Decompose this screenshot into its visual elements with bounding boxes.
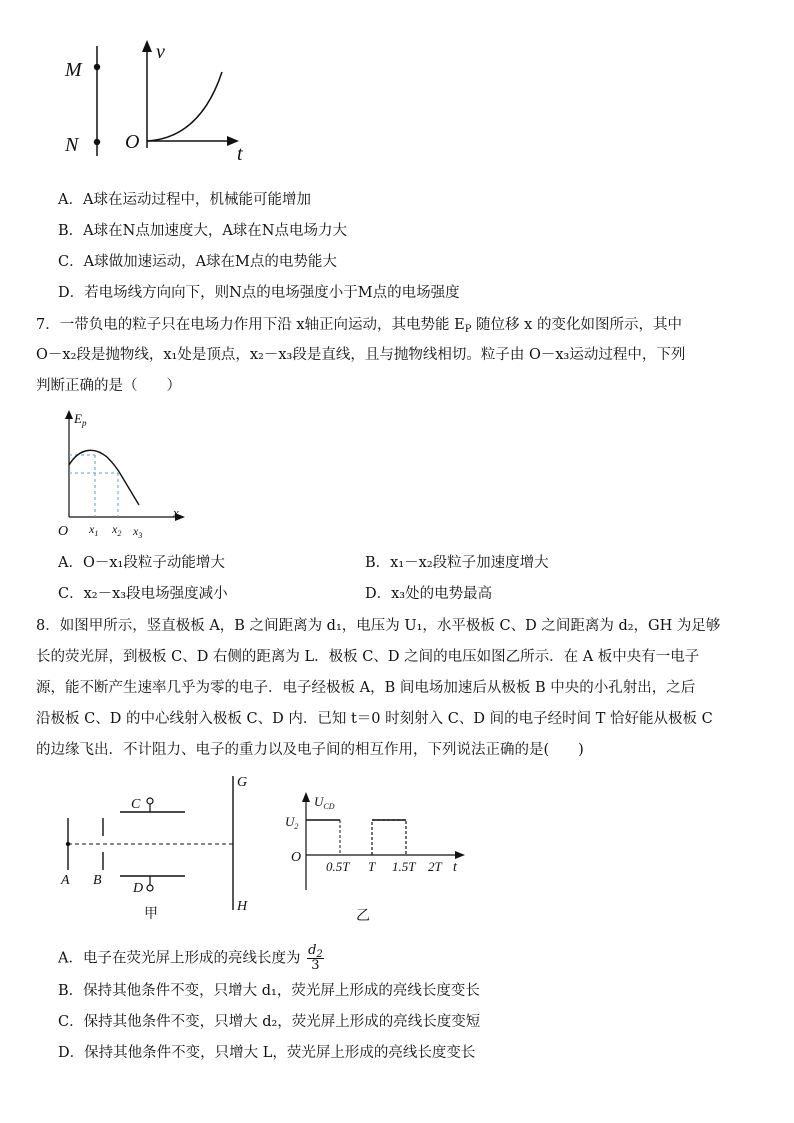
figure-yi-caption: 乙 xyxy=(356,909,370,924)
q7-stem-line1-tail: 随位移 x 的变化如图所示，其中 xyxy=(471,317,682,333)
q7-ep-subscript: P xyxy=(464,324,472,335)
tick-05t: 0.5T xyxy=(326,859,350,874)
ep-axis-label: $E_p$ xyxy=(74,411,87,428)
pulse-2 xyxy=(372,820,406,855)
q8-option-c: C．保持其他条件不变，只增大 d₂，荧光屏上形成的亮线长度变短 xyxy=(58,1014,481,1030)
figure-jia-caption: 甲 xyxy=(144,907,158,922)
plate-a-label: A xyxy=(61,873,70,888)
label-m: M xyxy=(65,59,82,81)
q8-option-a-text: A．电子在荧光屏上形成的亮线长度为 xyxy=(58,950,301,967)
q6-option-d: D．若电场线方向向下，则N点的电场强度小于M点的电场强度 xyxy=(58,285,460,301)
origin-label: O xyxy=(125,131,140,153)
tick-t: T xyxy=(368,859,376,874)
q7-option-a: A．O－x₁段粒子动能增大 xyxy=(58,555,225,571)
axis-v-label: v xyxy=(156,41,165,63)
q8-option-b: B．保持其他条件不变，只增大 d₁，荧光屏上形成的亮线长度变长 xyxy=(58,983,480,999)
axis-t-label: t xyxy=(237,143,243,165)
ucd-axis-label: $U_{CD}$ xyxy=(314,794,335,811)
q7-option-c: C．x₂－x₃段电场强度减小 xyxy=(58,586,228,602)
q6-option-b: B．A球在N点加速度大，A球在N点电场力大 xyxy=(58,223,347,239)
q7-stem-line3: 判断正确的是（ ） xyxy=(36,378,181,394)
screen-h-label: H xyxy=(237,899,248,914)
q8-option-a xyxy=(58,944,324,973)
tick-15t: 1.5T xyxy=(392,859,416,874)
tick-x2: $x_2$ xyxy=(112,522,122,538)
q7-option-b: B．x₁－x₂段粒子加速度增大 xyxy=(365,555,549,571)
q7-origin-label: O xyxy=(58,524,69,539)
q6-option-c: C．A球做加速运动，A球在M点的电势能大 xyxy=(58,254,337,270)
fraction-d2-over-3: $\frac{d_2}{3}$ xyxy=(308,943,323,973)
q8-figure-jia xyxy=(55,772,270,927)
q8-stem-line1: 8．如图甲所示，竖直极板 A，B 之间距离为 d₁，电压为 U₁，水平极板 C、D 之间距离为 d₂，GH 为足够 xyxy=(36,618,721,634)
t-axis-label: t xyxy=(453,860,457,875)
ep-curve xyxy=(69,450,139,505)
tick-x1: $x_1$ xyxy=(89,522,99,538)
x-axis-label: x xyxy=(173,505,179,520)
q8-figure-yi xyxy=(282,788,472,928)
v-t-curve xyxy=(147,72,222,141)
label-n: N xyxy=(65,134,79,156)
q8-option-d: D．保持其他条件不变，只增大 L，荧光屏上形成的亮线长度变长 xyxy=(58,1045,476,1061)
q6-option-a: A．A球在运动过程中，机械能可能增加 xyxy=(58,192,311,208)
plate-d-label: D xyxy=(133,881,144,896)
q7-option-d: D．x₃处的电势最高 xyxy=(365,586,493,602)
q8-origin-label: O xyxy=(291,850,302,865)
q8-stem-line2: 长的荧光屏，到极板 C、D 右侧的距离为 L．极板 C、D 之间的电压如图乙所示．在 A 板中央有一电子 xyxy=(36,649,700,665)
q7-figure xyxy=(55,405,195,540)
tick-2t: 2T xyxy=(428,859,442,874)
screen-g-label: G xyxy=(237,775,248,790)
q7-stem-line1-text: 7．一带负电的粒子只在电场力作用下沿 x轴正向运动，其电势能 E xyxy=(36,317,465,333)
q6-figure xyxy=(55,38,265,168)
q7-stem-line2: O－x₂段是抛物线，x₁处是顶点，x₂－x₃段是直线，且与抛物线相切。粒子由 O－x₃运动过程中，下列 xyxy=(36,347,686,363)
plate-c-label: C xyxy=(131,797,141,812)
q8-stem-line5: 的边缘飞出．不计阻力、电子的重力以及电子间的相互作用，下列说法正确的是( ) xyxy=(36,742,584,758)
u2-label: $U_2$ xyxy=(285,814,299,831)
point-n xyxy=(94,139,100,145)
point-m xyxy=(94,64,100,70)
plate-b-label: B xyxy=(93,873,102,888)
q7-stem-line1 xyxy=(36,315,682,335)
q8-stem-line3: 源，能不断产生速率几乎为零的电子．电子经极板 A，B 间电场加速后从极板 B 中央的小孔射出，之后 xyxy=(36,680,696,696)
q8-stem-line4: 沿极板 C、D 的中心线射入极板 C、D 内．已知 t＝0 时刻射入 C、D 间的电子经时间 T 恰好能从极板 C xyxy=(36,711,713,727)
tick-x3: $x_3$ xyxy=(133,524,143,540)
